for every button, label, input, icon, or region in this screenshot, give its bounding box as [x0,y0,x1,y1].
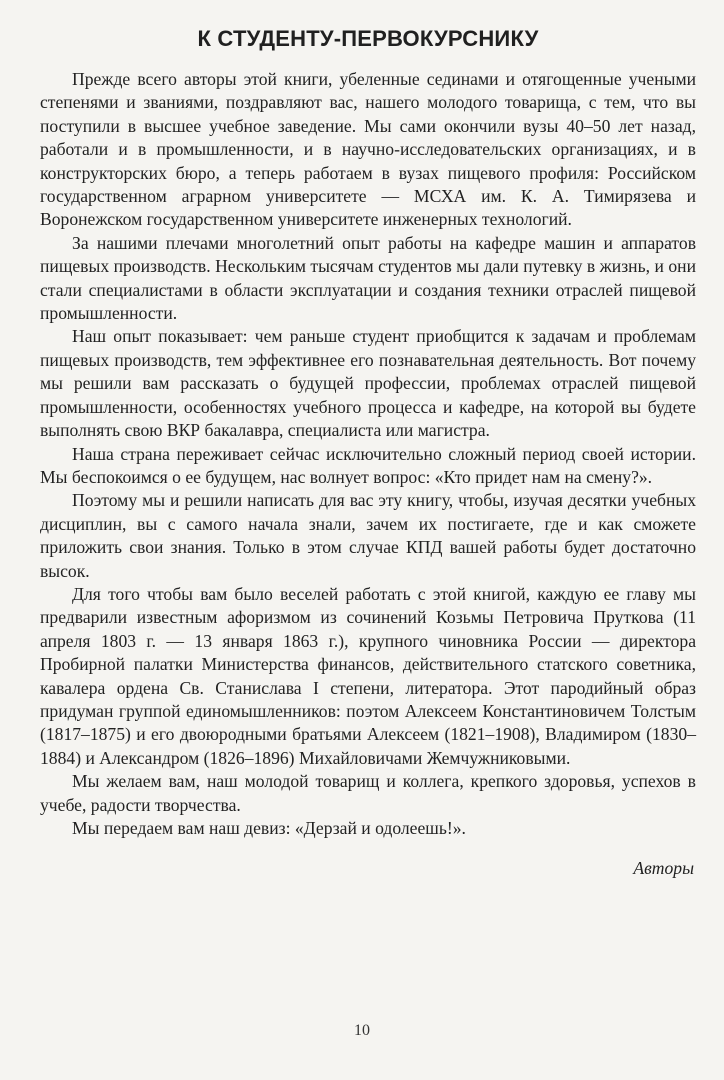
paragraph-8: Мы передаем вам наш девиз: «Дерзай и одолеешь!». [72,818,466,838]
paragraph-7: Мы желаем вам, наш молодой товарищ и коллега, крепкого здоровья, успехов в учебе, радости творчества. [40,771,696,815]
paragraph-2: За нашими плечами многолетний опыт работы на кафедре машин и аппаратов пищевых производств. Нескольким тысячам студентов мы дали путевку в жизнь, и они стали специалистами в области эксплуатации и создания техники отраслей пищевой промышленности. [40,232,696,324]
paragraph-3: Наш опыт показывает: чем раньше студент приобщится к задачам и проблемам пищевых производств, тем эффективнее его познавательная деятельность. Вот почему мы решили вам рассказать о будущей профессии, проблемах отраслей пищевой промышленности, особенностях учебного процесса и кафедре, на которой вы будете выполнять свою ВКР бакалавра, специалиста или магистра. [40,326,696,441]
paragraph-5: Поэтому мы и решили написать для вас эту книгу, чтобы, изучая десятки учебных дисциплин, вы с самого начала знали, зачем их постигаете, где и как сможете приложить свои знания. Только в этом случае КПД вашей работы будет достаточно высок. [40,490,696,581]
paragraph-1: Прежде всего авторы этой книги, убеленные сединами и отягощенные учеными степенями и званиями, поздравляют вас, нашего молодого товарища, с тем, что вы поступили в высшее учебное заведение. Мы сами окончили вузы 40–50 лет назад, работали и в промышленности, и в научно-исследовательских организациях, и в конструкторских бюро, а теперь работаем в вузах пищевого профиля: Российском государственном аграрном университете — МСХА им. К. А. Тимирязева и Воронежском государственном университете инженерных технологий. [40,69,696,230]
page-number: 10 [354,1022,370,1039]
authors-signature: Авторы [633,858,694,879]
paragraph-4: Наша страна переживает сейчас исключительно сложный период своей истории. Мы беспокоимся о ее будущем, нас волнует вопрос: «Кто придет нам на смену?». [40,443,696,487]
body-text [40,68,696,840]
page-title: К СТУДЕНТУ-ПЕРВОКУРСНИКУ [197,26,539,51]
paragraph-6: Для того чтобы вам было веселей работать с этой книгой, каждую ее главу мы предварили известным афоризмом из сочинений Козьмы Петровича Пруткова (11 апреля 1803 г. — 13 января 1863 г.), крупного чиновника России — директора Пробирной палатки Министерства финансов, действительного статского советника, кавалера ордена Св. Станислава I степени, литератора. Этот пародийный образ придуман группой единомышленников: поэтом Алексеем Константиновичем Толстым (1817–1875) и его двоюродными братьями Алексеем (1821–1908), Владимиром (1830–1884) и Александром (1826–1896) Михайловичами Жемчужниковыми. [40,583,696,768]
